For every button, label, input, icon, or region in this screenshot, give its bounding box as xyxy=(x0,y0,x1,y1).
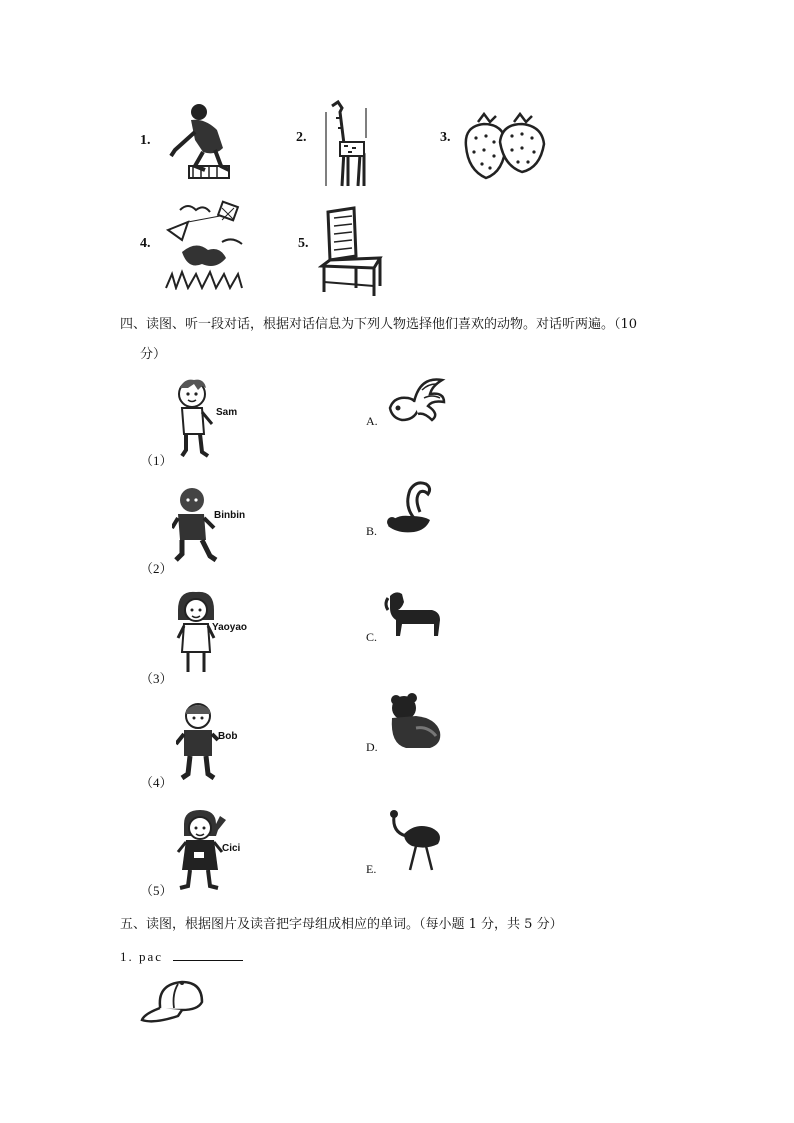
person-5-index: （5） xyxy=(140,883,173,898)
person-1-index: （1） xyxy=(140,453,173,468)
option-a-letter: A. xyxy=(366,414,378,428)
item-3-number: 3. xyxy=(440,130,451,145)
cap-icon xyxy=(138,976,210,1026)
section4-heading-continued: 分） xyxy=(140,347,167,362)
bear-icon xyxy=(386,692,444,752)
goldfish-icon xyxy=(384,372,448,424)
dog-icon xyxy=(384,588,442,640)
section5-heading: 五、读图，根据图片及读音把字母组成相应的单词。（每小题 1 分，共 5 分） xyxy=(120,917,563,932)
ostrich-icon xyxy=(386,808,446,872)
question-1-answer-blank[interactable] xyxy=(173,948,243,961)
girl-yaoyao-icon xyxy=(174,590,220,678)
item-2-number: 2. xyxy=(296,130,307,145)
person-3-name: Yaoyao xyxy=(212,622,248,633)
strawberries-icon xyxy=(460,106,550,182)
girl-cici-icon xyxy=(176,808,228,890)
boy-binbin-icon xyxy=(172,484,224,566)
boy-sam-icon xyxy=(174,376,220,462)
option-d-letter: D. xyxy=(366,740,378,754)
person-1-name: Sam xyxy=(216,407,238,418)
person-2-index: （2） xyxy=(140,561,173,576)
question-1-label: 1. pac xyxy=(120,949,164,964)
person-2-name: Binbin xyxy=(214,510,246,521)
item-5-number: 5. xyxy=(298,236,309,251)
person-4-name: Bob xyxy=(218,731,238,742)
option-b-letter: B. xyxy=(366,524,378,538)
giraffe-icon xyxy=(318,98,374,190)
section4-heading: 四、读图、听一段对话，根据对话信息为下列人物选择他们喜欢的动物。对话听两遍。（10 xyxy=(120,317,638,332)
person-crouching-icon xyxy=(165,100,237,182)
monkey-icon xyxy=(384,478,438,536)
item-4-number: 4. xyxy=(140,236,151,251)
item-1-number: 1. xyxy=(140,133,151,148)
person-3-index: （3） xyxy=(140,671,173,686)
option-c-letter: C. xyxy=(366,630,378,644)
option-e-letter: E. xyxy=(366,862,377,876)
chair-icon xyxy=(318,206,388,300)
question-1 xyxy=(120,946,243,965)
person-5-name: Cici xyxy=(222,843,241,854)
boy-bob-icon xyxy=(176,700,220,782)
kite-flying-icon xyxy=(162,200,246,290)
person-4-index: （4） xyxy=(140,775,173,790)
